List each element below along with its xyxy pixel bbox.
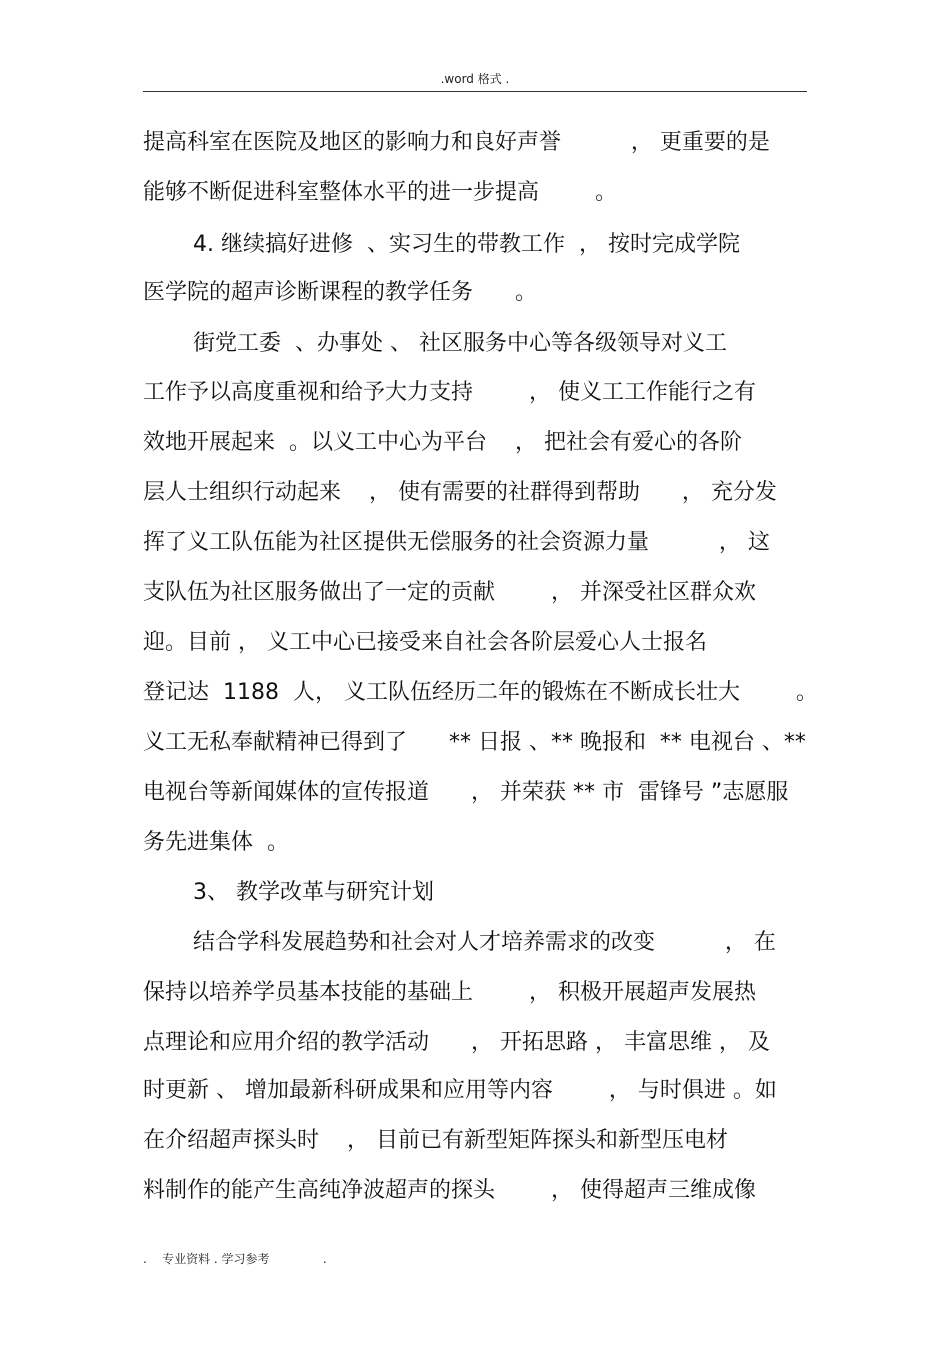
paragraph-line: 电视台等新闻媒体的宣传报道 ， 并荣获 ** 市 雷锋号 ”志愿服 bbox=[143, 780, 789, 805]
paragraph-line: 支队伍为社区服务做出了一定的贡献 ， 并深受社区群众欢 bbox=[143, 580, 756, 605]
paragraph-line: 医学院的超声诊断课程的教学任务 。 bbox=[143, 280, 537, 305]
paragraph-line: 结合学科发展趋势和社会对人才培养需求的改变 ， 在 bbox=[193, 930, 776, 955]
paragraph-line: 街党工委 、办事处 、 社区服务中心等各级领导对义工 bbox=[193, 331, 727, 356]
paragraph-line: 工作予以高度重视和给予大力支持 ， 使义工工作能行之有 bbox=[143, 380, 756, 405]
paragraph-line: 务先进集体 。 bbox=[143, 830, 289, 855]
paragraph-line: 提高科室在医院及地区的影响力和良好声誉 ， 更重要的是 bbox=[143, 130, 770, 155]
paragraph-line: 时更新 、 增加最新科研成果和应用等内容 ， 与时俱进 。如 bbox=[143, 1078, 777, 1103]
paragraph-line: 料制作的能产生高纯净波超声的探头 ， 使得超声三维成像 bbox=[143, 1178, 756, 1203]
paragraph-line: 迎。目前 ， 义工中心已接受来自社会各阶层爱心人士报名 bbox=[143, 630, 707, 655]
paragraph-line: 能够不断促进科室整体水平的进一步提高 。 bbox=[143, 180, 617, 205]
paragraph-line: 点理论和应用介绍的教学活动 ， 开拓思路 ， 丰富思维 ， 及 bbox=[143, 1030, 770, 1055]
paragraph-line: 义工无私奉献精神已得到了 ** 日报 、** 晚报和 ** 电视台 、** bbox=[143, 730, 806, 755]
page-header: .word 格式 . bbox=[440, 72, 510, 86]
paragraph-line: 挥了义工队伍能为社区提供无偿服务的社会资源力量 ， 这 bbox=[143, 530, 770, 555]
page-footer: . 专业资料 . 学习参考 . bbox=[143, 1252, 327, 1266]
paragraph-line: 4. 继续搞好进修 、实习生的带教工作 ， 按时完成学院 bbox=[193, 232, 740, 257]
paragraph-line: 效地开展起来 。以义工中心为平台 ， 把社会有爱心的各阶 bbox=[143, 430, 742, 455]
paragraph-line: 层人士组织行动起来 ， 使有需要的社群得到帮助 ， 充分发 bbox=[143, 480, 777, 505]
paragraph-line: 保持以培养学员基本技能的基础上 ， 积极开展超声发展热 bbox=[143, 980, 756, 1005]
paragraph-line: 在介绍超声探头时 ， 目前已有新型矩阵探头和新型压电材 bbox=[143, 1128, 728, 1153]
section-heading: 3、 教学改革与研究计划 bbox=[193, 880, 434, 905]
paragraph-line: 登记达 1188 人， 义工队伍经历二年的锻炼在不断成长壮大 。 bbox=[143, 680, 818, 705]
